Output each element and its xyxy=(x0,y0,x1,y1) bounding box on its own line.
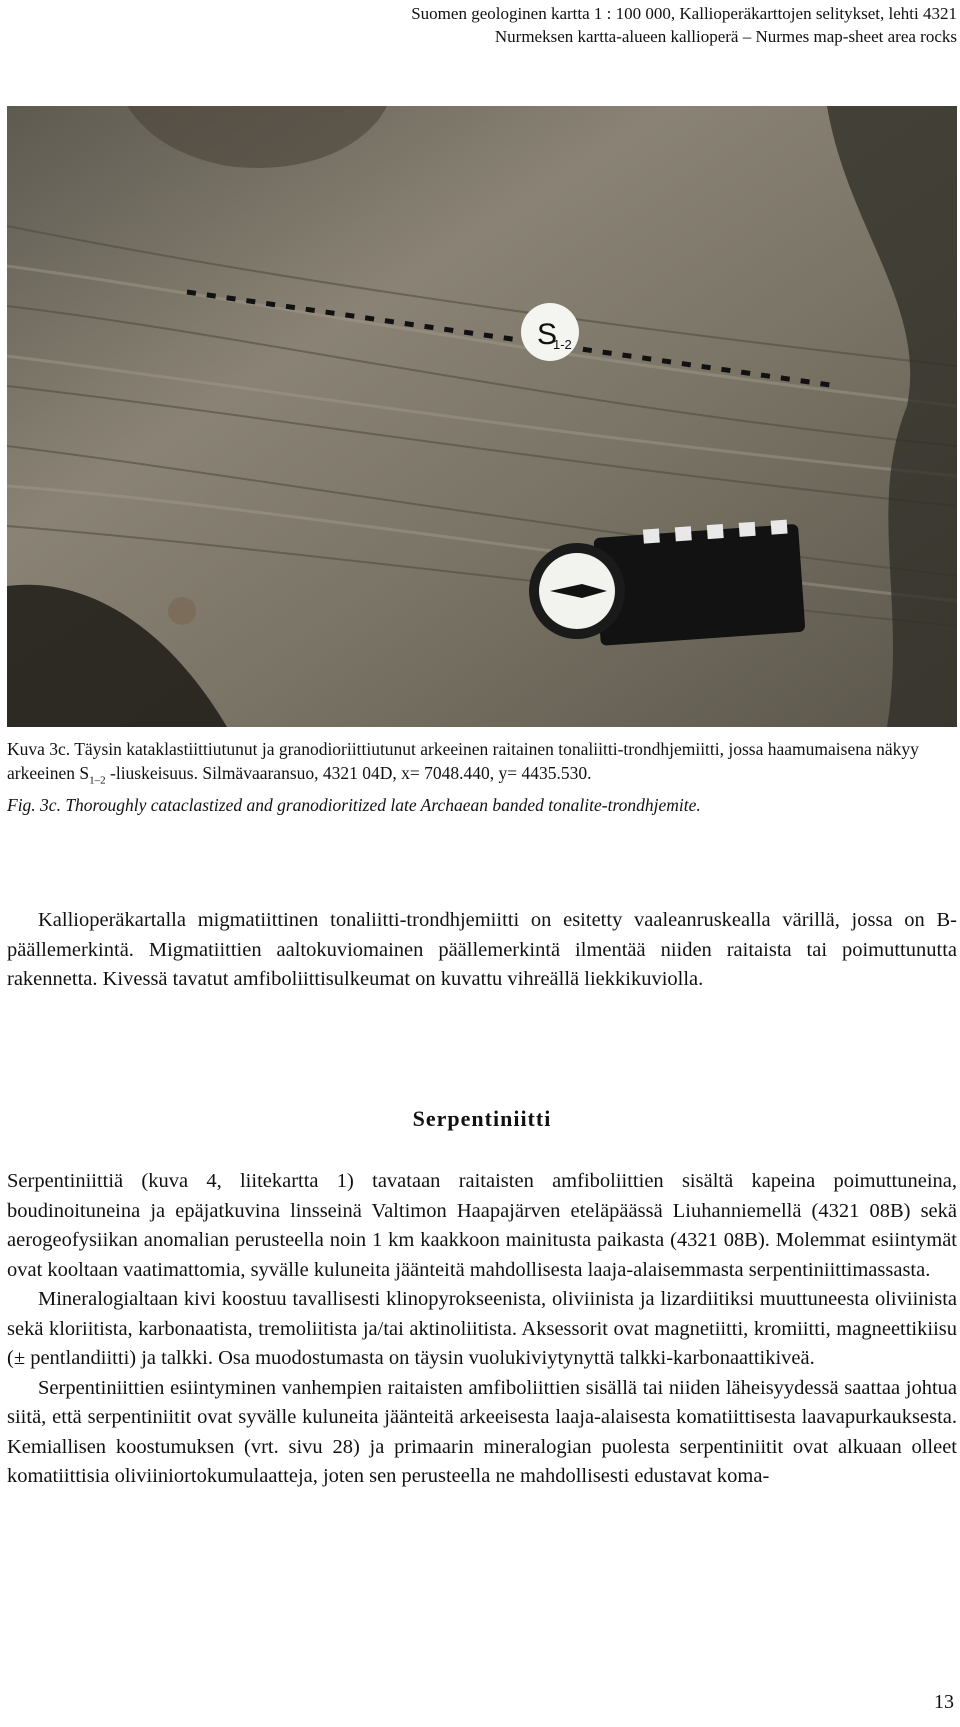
foliation-label-sub: 1-2 xyxy=(553,337,572,352)
caption-finnish xyxy=(7,737,957,793)
figure-caption xyxy=(7,737,957,817)
rock-photo xyxy=(7,106,957,727)
caption-fi-text: Kuva 3c. Täysin kataklastiittiutunut ja granodioriittiutunut arkeeinen raitainen tonaliitti-trondhjemiitti, jossa haamumaisena näkyy arkeeinen S xyxy=(7,739,919,783)
foliation-label: S xyxy=(537,318,558,351)
section-heading: Serpentiniitti xyxy=(412,1106,552,1131)
caption-fi-text-end: -liuskeisuus. Silmävaaransuo, 4321 04D, x= 7048.440, y= 4435.530. xyxy=(105,763,592,783)
paragraph-migmatite xyxy=(7,906,957,995)
header-line-1: Suomen geologinen kartta 1 : 100 000, Kallioperäkarttojen selitykset, lehti 4321 xyxy=(411,4,957,23)
page-number: 13 xyxy=(934,1691,954,1713)
paragraph: Serpentiniittiä (kuva 4, liitekartta 1) tavataan raitaisten amfiboliittien sisältä kapeina poimuttuneina, boudinoituneina ja epäjatkuvina linsseinä Valtimon Haapajärven eteläpäässä Liuhanniemellä (4321 08B) sekä aerogeofysiikan anomalian perusteella noin 1 km kaakkoon mainitusta paikasta (4321 08B). Molemmat esiintymät ovat kooltaan vaatimattomia, syvälle kuluneita jäänteitä mahdollisesta laaja-alaisemmasta serpentiniittimassasta. xyxy=(7,1170,957,1281)
paragraph: Kallioperäkartalla migmatiittinen tonaliitti-trondhjemiitti on esitetty vaaleanruskealla värillä, jossa on B-päällemerkintä. Migmatiittien aaltokuviomainen päällemerkintä ilmentää niiden raitaista tai poimuttunutta rakennetta. Kivessä tavatut amfiboliittisulkeumat on kuvattu vihreällä liekkikuviolla. xyxy=(7,909,957,990)
header-line-2: Nurmeksen kartta-alueen kallioperä – Nurmes map-sheet area rocks xyxy=(494,27,957,46)
paragraph: Serpentiniittien esiintyminen vanhempien raitaisten amfiboliittien sisällä tai niiden läheisyydessä saattaa johtua siitä, että serpentiniitit ovat syvälle kuluneita jäänteitä arkeeisesta laaja-alaisesta komatiittisesta laavapurkauksesta. Kemiallisen koostumuksen (vrt. sivu 28) ja primaarin mineralogian puolesta serpentiniitit ovat alkuaan olleet komatiittisia oliviiniortokumulaatteja, joten sen perusteella ne mahdollisesti edustavat koma- xyxy=(7,1376,957,1487)
caption-fi-subscript: 1–2 xyxy=(89,774,106,787)
paragraph: Mineralogialtaan kivi koostuu tavallisesti klinopyrokseenista, oliviinista ja lizardiitiksi muuttuneesta oliviinista sekä kloriitista, karbonaatista, tremoliitista ja/tai aktinoliitista. Aksessorit ovat magnetiitti, kromiitti, magneettikiisu (± pentlandiitti) ja talkki. Osa muodostumasta on täysin vuolukiviytynyttä talkki-karbonaattikiveä. xyxy=(7,1288,957,1369)
section-body xyxy=(7,1167,957,1492)
running-header xyxy=(411,2,957,48)
caption-english: Fig. 3c. Thoroughly cataclastized and granodioritized late Archaean banded tonalite-trondhjemite. xyxy=(7,794,701,815)
